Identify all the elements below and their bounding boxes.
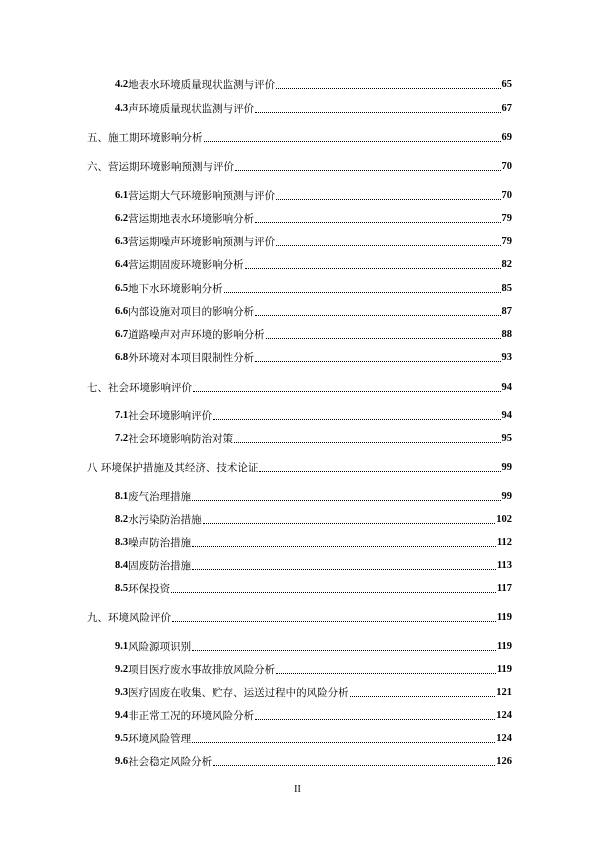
toc-entry[interactable] bbox=[115, 234, 512, 250]
toc-number: 8.2 bbox=[115, 514, 129, 525]
toc-number: 8.3 bbox=[115, 537, 129, 548]
toc-page: 121 bbox=[496, 687, 512, 698]
toc-entry[interactable] bbox=[115, 327, 512, 343]
dot-leader bbox=[266, 338, 501, 339]
toc-page: 112 bbox=[496, 537, 512, 548]
dot-leader bbox=[192, 569, 496, 570]
dot-leader bbox=[245, 268, 501, 269]
dot-leader bbox=[213, 419, 500, 420]
toc-title: 项目医疗废水事故排放风险分析 bbox=[128, 664, 276, 676]
toc-page: 94 bbox=[501, 410, 512, 421]
toc-number: 9.2 bbox=[115, 664, 129, 675]
toc-page: 69 bbox=[501, 132, 512, 143]
toc-title: 地表水环境质量现状监测与评价 bbox=[128, 79, 276, 91]
toc-title: 营运期大气环境影响预测与评价 bbox=[128, 190, 276, 202]
toc-title: 地下水环境影响分析 bbox=[128, 283, 223, 295]
toc-title: 环保投资 bbox=[128, 583, 171, 595]
toc-number: 9.4 bbox=[115, 710, 129, 721]
toc-entry[interactable] bbox=[87, 380, 512, 396]
dot-leader bbox=[213, 765, 495, 766]
toc-page: 119 bbox=[496, 641, 512, 652]
toc-entry[interactable] bbox=[115, 512, 512, 528]
toc-entry[interactable] bbox=[115, 558, 512, 574]
toc-entry[interactable] bbox=[115, 581, 512, 597]
toc-entry[interactable] bbox=[87, 610, 512, 626]
toc-entry[interactable] bbox=[115, 408, 512, 424]
toc-page: 87 bbox=[501, 306, 512, 317]
toc-number: 6.1 bbox=[115, 190, 129, 201]
toc-number: 6.2 bbox=[115, 213, 129, 224]
toc-page: 93 bbox=[501, 352, 512, 363]
toc-page: 85 bbox=[501, 283, 512, 294]
toc-page: 79 bbox=[501, 236, 512, 247]
toc-title: 水污染防治措施 bbox=[128, 514, 202, 526]
toc-title: 非正常工况的环境风险分析 bbox=[128, 710, 255, 722]
toc-title: 废气治理措施 bbox=[128, 491, 192, 503]
toc-entry[interactable] bbox=[115, 708, 512, 724]
toc-title: 八 环境保护措施及其经济、技术论证 bbox=[87, 462, 259, 474]
toc-entry[interactable] bbox=[115, 257, 512, 273]
toc-page: 102 bbox=[496, 514, 512, 525]
toc-title: 营运期噪声环境影响预测与评价 bbox=[128, 236, 276, 248]
toc-entry[interactable] bbox=[115, 685, 512, 701]
toc-title: 固废防治措施 bbox=[128, 560, 192, 572]
toc-number: 9.5 bbox=[115, 733, 129, 744]
toc-number: 4.3 bbox=[115, 103, 129, 114]
toc-title: 内部设施对项目的影响分析 bbox=[128, 306, 255, 318]
dot-leader bbox=[235, 170, 501, 171]
toc-page: 113 bbox=[496, 560, 512, 571]
toc-title: 道路噪声对声环境的影响分析 bbox=[128, 329, 265, 341]
toc-entry[interactable] bbox=[87, 130, 512, 146]
toc-page: 82 bbox=[501, 259, 512, 270]
toc-entry[interactable] bbox=[87, 460, 512, 476]
toc-title: 社会环境影响防治对策 bbox=[128, 433, 234, 445]
toc-page: 99 bbox=[501, 462, 512, 473]
dot-leader bbox=[224, 292, 501, 293]
dot-leader bbox=[203, 523, 496, 524]
toc-page: 124 bbox=[496, 710, 512, 721]
toc-title: 环境风险管理 bbox=[128, 733, 192, 745]
toc-number: 4.2 bbox=[115, 79, 129, 90]
toc-page: 119 bbox=[496, 664, 512, 675]
toc-number: 7.1 bbox=[115, 410, 129, 421]
toc-number: 8.4 bbox=[115, 560, 129, 571]
toc-number: 6.4 bbox=[115, 259, 129, 270]
toc-entry[interactable] bbox=[115, 731, 512, 747]
toc-number: 6.3 bbox=[115, 236, 129, 247]
toc-page: 67 bbox=[501, 103, 512, 114]
toc-entry[interactable] bbox=[115, 350, 512, 366]
toc-number: 9.1 bbox=[115, 641, 129, 652]
toc-number: 6.8 bbox=[115, 352, 129, 363]
toc-page: 99 bbox=[501, 491, 512, 502]
dot-leader bbox=[255, 315, 500, 316]
toc-entry[interactable] bbox=[115, 211, 512, 227]
toc-entry[interactable] bbox=[115, 754, 512, 770]
dot-leader bbox=[192, 650, 496, 651]
dot-leader bbox=[172, 621, 496, 622]
toc-title: 营运期固废环境影响分析 bbox=[128, 259, 244, 271]
toc-title: 五、施工期环境影响分析 bbox=[87, 132, 203, 144]
dot-leader bbox=[192, 546, 496, 547]
dot-leader bbox=[255, 112, 500, 113]
toc-page: 95 bbox=[501, 433, 512, 444]
toc-entry[interactable] bbox=[115, 281, 512, 297]
toc-page: 88 bbox=[501, 329, 512, 340]
dot-leader bbox=[255, 361, 500, 362]
dot-leader bbox=[193, 391, 501, 392]
toc-page: 94 bbox=[501, 382, 512, 393]
toc-number: 6.7 bbox=[115, 329, 129, 340]
toc-number: 7.2 bbox=[115, 433, 129, 444]
toc-entry[interactable] bbox=[115, 535, 512, 551]
toc-title: 七、社会环境影响评价 bbox=[87, 382, 192, 394]
toc-title: 医疗固废在收集、贮存、运送过程中的风险分析 bbox=[128, 687, 349, 699]
toc-entry[interactable] bbox=[115, 431, 512, 447]
dot-leader bbox=[276, 245, 500, 246]
toc-page: 65 bbox=[501, 79, 512, 90]
toc-page: 79 bbox=[501, 213, 512, 224]
toc-page: 117 bbox=[496, 583, 512, 594]
dot-leader bbox=[255, 222, 500, 223]
toc-title: 社会稳定风险分析 bbox=[128, 756, 213, 768]
toc-entry[interactable] bbox=[87, 159, 512, 175]
toc-page: 124 bbox=[496, 733, 512, 744]
dot-leader bbox=[350, 696, 496, 697]
dot-leader bbox=[204, 141, 501, 142]
toc-number: 9.6 bbox=[115, 756, 129, 767]
toc-title: 社会环境影响评价 bbox=[128, 410, 213, 422]
toc-page: 119 bbox=[496, 612, 512, 623]
toc-entry[interactable] bbox=[115, 662, 512, 678]
toc-page: 70 bbox=[501, 161, 512, 172]
toc-number: 8.5 bbox=[115, 583, 129, 594]
toc-entry[interactable] bbox=[115, 489, 512, 505]
dot-leader bbox=[234, 442, 500, 443]
toc-entry[interactable] bbox=[115, 188, 512, 204]
toc-title: 噪声防治措施 bbox=[128, 537, 192, 549]
dot-leader bbox=[276, 673, 496, 674]
dot-leader bbox=[276, 88, 500, 89]
toc-page: 126 bbox=[496, 756, 512, 767]
toc-entry[interactable] bbox=[115, 639, 512, 655]
toc-title: 外环境对本项目限制性分析 bbox=[128, 352, 255, 364]
page-number: II bbox=[294, 784, 301, 795]
dot-leader bbox=[171, 592, 496, 593]
toc-number: 9.3 bbox=[115, 687, 129, 698]
dot-leader bbox=[259, 471, 500, 472]
toc-title: 声环境质量现状监测与评价 bbox=[128, 103, 255, 115]
toc-page: 70 bbox=[501, 190, 512, 201]
toc-number: 6.5 bbox=[115, 283, 129, 294]
dot-leader bbox=[255, 719, 495, 720]
toc-title: 营运期地表水环境影响分析 bbox=[128, 213, 255, 225]
toc-entry[interactable] bbox=[115, 77, 512, 93]
toc-number: 8.1 bbox=[115, 491, 129, 502]
dot-leader bbox=[192, 742, 495, 743]
dot-leader bbox=[276, 199, 500, 200]
toc-number: 6.6 bbox=[115, 306, 129, 317]
dot-leader bbox=[192, 500, 500, 501]
toc-title: 风险源项识别 bbox=[128, 641, 192, 653]
toc-entry[interactable] bbox=[115, 101, 512, 117]
toc-title: 九、环境风险评价 bbox=[87, 612, 171, 624]
toc-entry[interactable] bbox=[115, 304, 512, 320]
toc-title: 六、营运期环境影响预测与评价 bbox=[87, 161, 234, 173]
